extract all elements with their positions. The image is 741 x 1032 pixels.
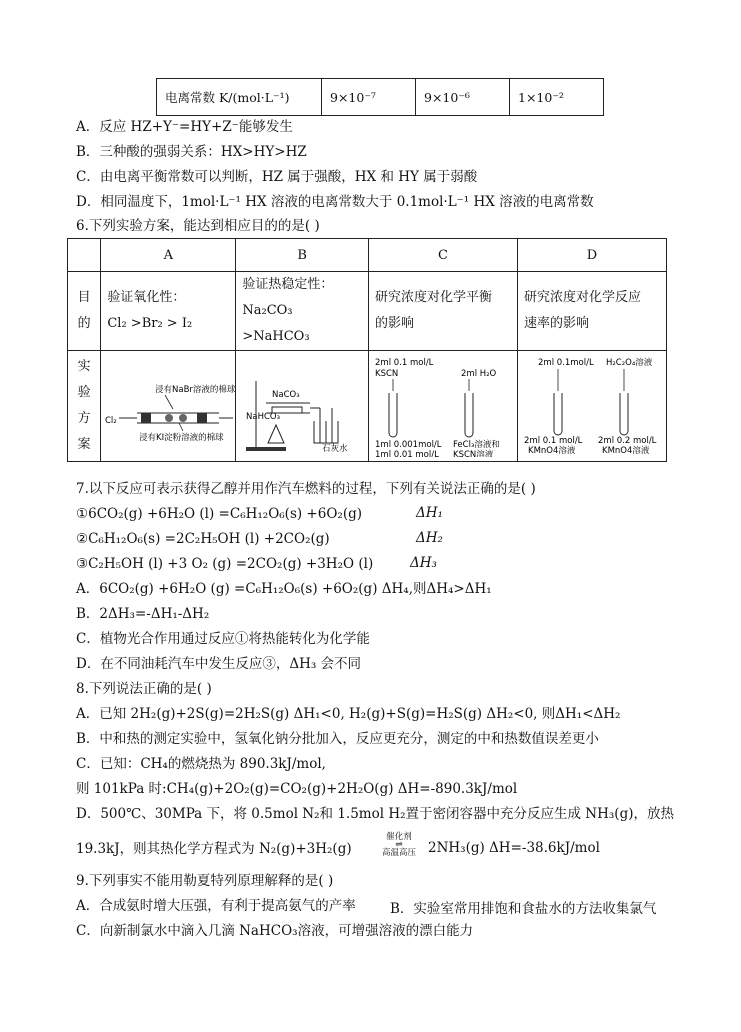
q9-stem: 9.下列事实不能用勒夏特列原理解释的是( )	[76, 873, 334, 889]
q7-option-d: D．在不同油耗汽车中发生反应③，ΔH₃ 会不同	[76, 656, 362, 672]
apparatus-a-drawing	[101, 351, 235, 457]
equilibrium-arrow-icon: ⇌	[395, 840, 403, 850]
table-label-cell: 电离常数 K/(mol·L⁻¹)	[157, 79, 322, 116]
svg-text:浸有NaBr溶液的棉球: 浸有NaBr溶液的棉球	[155, 385, 236, 395]
q7-eq1-h: ΔH₁	[416, 505, 443, 521]
header-c: C	[368, 239, 517, 272]
q8-option-d-cont: 19.3kJ，则其热化学方程式为 N₂(g)+3H₂(g)	[76, 841, 352, 857]
purpose-a: 验证氧化性： Cl₂ >Br₂ > I₂	[101, 272, 236, 351]
svg-text:Cl₂: Cl₂	[105, 416, 118, 426]
q5-option-c: C．由电离平衡常数可以判断，HZ 属于强酸，HX 和 HY 属于弱酸	[76, 169, 478, 185]
q5-option-d: D．相同温度下，1mol·L⁻¹ HX 溶液的电离常数大于 0.1mol·L⁻¹ HX 溶液的电离常数	[76, 194, 594, 210]
q7-option-c: C．植物光合作用通过反应①将热能转化为化学能	[76, 631, 370, 647]
q6-stem: 6.下列实验方案，能达到相应目的的是( )	[76, 218, 320, 234]
svg-text:2ml 0.1 mol/L: 2ml 0.1 mol/L	[374, 358, 434, 368]
q8-option-a: A．已知 2H₂(g)+2S(g)=2H₂S(g) ΔH₁<0, H₂(g)+S(g)=H₂S(g) ΔH₂<0, 则ΔH₁<ΔH₂	[76, 706, 621, 722]
svg-text:H₂C₂O₄溶液: H₂C₂O₄溶液	[605, 358, 653, 368]
q7-eq3: ③C₂H₅OH (l) +3 O₂ (g) =2CO₂(g) +3H₂O (l)	[76, 556, 374, 572]
svg-text:2ml 0.1mol/L: 2ml 0.1mol/L	[537, 358, 594, 368]
q7-option-a: A．6CO₂(g) +6H₂O (g) =C₆H₁₂O₆(s) +6O₂(g) ΔH₄,则ΔH₄>ΔH₁	[76, 581, 492, 597]
svg-text:KMnO4溶液: KMnO4溶液	[601, 446, 650, 456]
apparatus-b	[236, 351, 369, 462]
q5-option-a: A．反应 HZ+Y⁻=HY+Z⁻能够发生	[76, 119, 293, 135]
header-d: D	[517, 239, 666, 272]
svg-text:1ml 0.001mol/L: 1ml 0.001mol/L	[374, 440, 442, 450]
q8-option-c: C．已知：CH₄的燃烧热为 890.3kJ/mol,	[76, 756, 326, 772]
apparatus-c	[368, 351, 517, 462]
svg-text:KMnO4溶液: KMnO4溶液	[527, 446, 576, 456]
svg-text:KSCN溶液: KSCN溶液	[452, 450, 494, 457]
q8-option-d: D．500℃、30MPa 下，将 0.5mol N₂和 1.5mol H₂置于密闭容器中充分反应生成 NH₃(g)，放热	[76, 806, 674, 822]
q8-stem: 8.下列说法正确的是( )	[76, 681, 212, 697]
apparatus-d	[517, 351, 666, 462]
apparatus-a	[101, 351, 236, 462]
svg-text:2ml 0.2 mol/L: 2ml 0.2 mol/L	[597, 436, 657, 446]
ionization-constant-table	[156, 78, 604, 116]
q5-option-b: B．三种酸的强弱关系：HX>HY>HZ	[76, 144, 307, 160]
q8-option-d-product: 2NH₃(g) ΔH=-38.6kJ/mol	[428, 840, 600, 856]
q9-option-a: A．合成氨时增大压强，有利于提高氨气的产率	[76, 898, 356, 914]
q8-option-b: B．中和热的测定实验中，氢氧化钠分批加入，反应更充分，测定的中和热数值误差更小	[76, 731, 599, 747]
table-value-cell: 9×10⁻⁷	[322, 79, 416, 116]
table-value-cell: 9×10⁻⁶	[416, 79, 510, 116]
svg-text:NaCO₃: NaCO₃	[272, 390, 300, 400]
table-value-cell: 1×10⁻²	[510, 79, 604, 116]
apparatus-c-drawing	[369, 351, 517, 457]
purpose-c: 研究浓度对化学平衡 的影响	[368, 272, 517, 351]
q7-eq3-h: ΔH₃	[410, 555, 437, 571]
svg-text:FeCl₃溶液和: FeCl₃溶液和	[452, 440, 500, 450]
svg-text:NaHCO₃: NaHCO₃	[246, 412, 281, 422]
q9-option-c: C．向新制氯水中滴入几滴 NaHCO₃溶液，可增强溶液的漂白能力	[76, 923, 474, 939]
header-b: B	[236, 239, 369, 272]
q8-option-c-cont: 则 101kPa 时:CH₄(g)+2O₂(g)=CO₂(g)+2H₂O(g) ΔH=-890.3kJ/mol	[76, 781, 518, 797]
row-label-purpose: 目 的	[68, 272, 101, 351]
apparatus-d-drawing	[518, 351, 666, 457]
reaction-condition: 催化剂 ⇌ 高温高压	[378, 832, 420, 858]
q7-option-b: B．2ΔH₃=-ΔH₁-ΔH₂	[76, 606, 210, 622]
q7-eq2-h: ΔH₂	[416, 530, 443, 546]
q7-stem: 7.以下反应可表示获得乙醇并用作汽车燃料的过程，下列有关说法正确的是( )	[76, 481, 536, 497]
svg-text:KSCN: KSCN	[374, 369, 399, 379]
row-label-scheme: 实 验 方 案	[68, 351, 101, 462]
svg-text:浸有KI淀粉溶液的棉球: 浸有KI淀粉溶液的棉球	[139, 433, 224, 443]
q7-eq1: ①6CO₂(g) +6H₂O (l) =C₆H₁₂O₆(s) +6O₂(g)	[76, 506, 362, 522]
header-a: A	[101, 239, 236, 272]
svg-text:2ml 0.1 mol/L: 2ml 0.1 mol/L	[523, 436, 583, 446]
q9-option-b: B．实验室常用排饱和食盐水的方法收集氯气	[390, 901, 657, 917]
purpose-b: 验证热稳定性： Na₂CO₃ >NaHCO₃	[236, 272, 369, 351]
svg-text:2ml H₂O: 2ml H₂O	[460, 369, 497, 379]
experiment-table	[67, 238, 667, 462]
q7-eq2: ②C₆H₁₂O₆(s) =2C₂H₅OH (l) +2CO₂(g)	[76, 531, 330, 547]
purpose-d: 研究浓度对化学反应 速率的影响	[517, 272, 666, 351]
svg-text:1ml 0.01 mol/L: 1ml 0.01 mol/L	[374, 450, 439, 457]
svg-text:石灰水: 石灰水	[322, 444, 348, 454]
apparatus-b-drawing	[236, 351, 366, 457]
